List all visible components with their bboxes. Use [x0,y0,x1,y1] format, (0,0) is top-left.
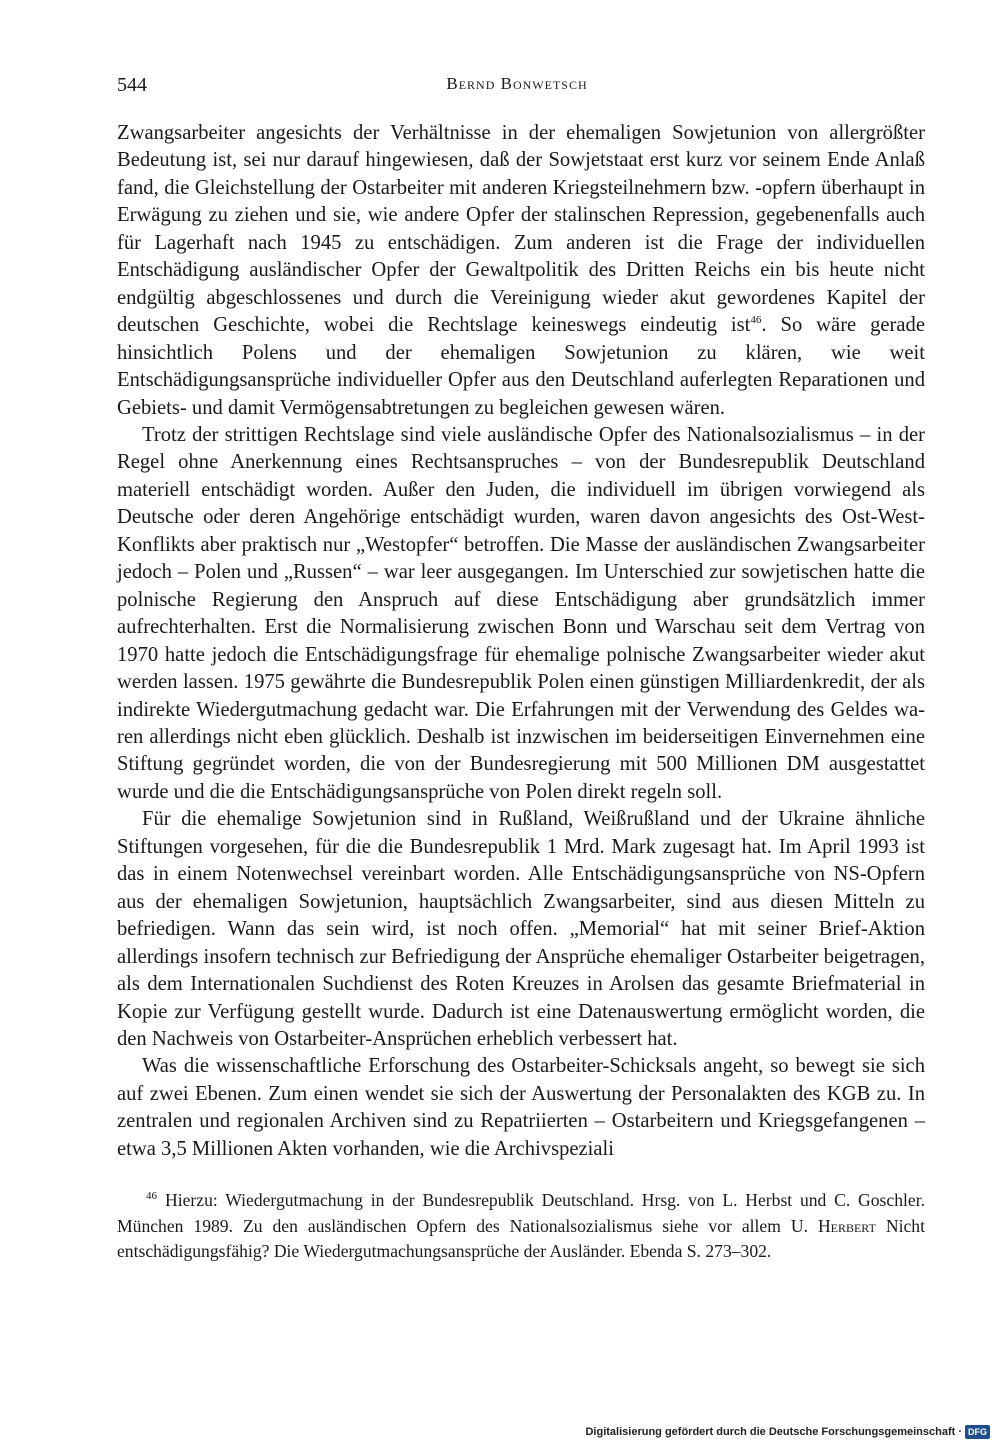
banner-text: Digitalisierung gefördert durch die Deutsche Forschungsgemeinschaft · [585,1426,962,1438]
footnote-reference: 46 [750,314,762,327]
page-number: 544 [117,74,147,96]
footnote-number: 46 [146,1190,157,1203]
running-head: Bernd Bonwetsch [446,74,588,93]
dfg-logo-icon: DFG [965,1425,990,1439]
footnote-text-1: Hierzu: Wiedergutmachung in der Bundesrepublik Deutschland. Hrsg. von L. Herbst und C. Goschler. München 1989. Zu den ausländischen Opfern des Nationalsozialismus siehe vor allem U. [117,1190,925,1236]
paragraph-1 [117,120,925,422]
page-header [117,74,917,104]
paragraph-3: Für die ehemalige Sowjetunion sind in Rußland, Weißrußland und der Ukraine ähnliche Stiftungen vorgesehen, für die die Bundesrepublik 1 Mrd. Mark zugesagt hat. Im April 1993 ist das in einem Notenwechsel vereinbart worden. Alle Entschädigungsansprüche von NS-Opfern aus der ehemaligen Sowjetunion, hauptsächlich Zwangsarbeiter, sind aus diesen Mitteln zu befriedigen. Wann das sein wird, ist noch offen. „Memorial“ hat mit seiner Brief-Aktion allerdings insofern technisch zur Befriedigung der Ansprüche ehemaliger Ostarbeiter beigetragen, als dem Internationalen Suchdienst des Roten Kreuzes in Arolsen das gesamte Briefmaterial in Kopie zur Verfügung gestellt wurde. Dadurch ist eine Datenauswertung ermöglicht worden, die den Nachweis von Ostarbeiter-Ansprüchen erheblich verbessert hat. [117,808,925,1050]
footnote-46 [117,1188,925,1265]
footnote-text-2: Nicht entschädigungsfähig? Die Wiedergutmachungsansprüche der Ausländer. Ebenda S. 273–302. [117,1215,925,1261]
footnote-author: Herbert [817,1215,876,1236]
paragraph-2: Trotz der strittigen Rechtslage sind viele ausländische Opfer des Nationalsozialismus – in der Regel ohne Anerkennung eines Rechtsanspruches – von der Bundesrepublik Deutschland materiell entschädigt worden. Außer den Juden, die individuell im übrigen vorwiegend als Deutsche oder deren Angehörige entschädigt wurden, waren davon angesichts des Ost-West-Konflikts aber praktisch nur „Westopfer“ betroffen. Die Masse der ausländischen Zwangsarbeiter jedoch – Polen und „Russen“ – war leer ausgegangen. Im Unterschied zur sowjetischen hatte die polnische Regierung den Anspruch auf diese Entschädigung aber grundsätzlich immer aufrechterhalten. Erst die Normalisierung zwischen Bonn und Warschau seit dem Vertrag von 1970 hatte jedoch die Entschädigungsfrage für ehemalige polnische Zwangsarbeiter wieder akut werden lassen. 1975 gewährte die Bundesrepublik Polen einen günstigen Milliardenkredit, der als indirekte Wiedergutmachung gedacht war. Die Erfahrungen mit der Verwendung des Geldes waren allerdings nicht eben glücklich. Deshalb ist inzwischen im beiderseitigen Einvernehmen eine Stiftung gegründet worden, die von der Bundesregierung mit 500 Millionen DM ausgestattet wurde und die die Entschädigungsansprüche von Polen direkt regeln soll. [117,423,925,803]
paragraph-4: Was die wissenschaftliche Erforschung des Ostarbeiter-Schicksals angeht, so bewegt sie sich auf zwei Ebenen. Zum einen wendet sie sich der Auswertung der Personalakten des KGB zu. In zentralen und regionalen Archiven sind zu Repatriierten – Ostarbeitern und Kriegsgefangenen – etwa 3,5 Millionen Akten vorhanden, wie die Archivspeziali [117,1055,925,1160]
footnotes [117,1188,925,1265]
digitization-banner [585,1425,990,1439]
paragraph-1-part-2: . So wäre gerade hinsichtlich Polens und der ehemaligen Sowjetunion zu klären, wie weit Entschädigungsansprüche individueller Opfer aus den Deutschland auferlegten Reparationen und Gebiets- und damit Vermögensabtretungen zu begleichen gewesen wären. [117,314,925,419]
paragraph-1-part-1: Zwangsarbeiter angesichts der Verhältnisse in der ehemaligen Sowjetunion von allergrößter Bedeutung ist, sei nur darauf hingewiesen, daß der Sowjetstaat erst kurz vor seinem Ende Anlaß fand, die Gleichstellung der Ostarbeiter mit anderen Kriegsteilnehmern bzw. -opfern überhaupt in Erwägung zu ziehen und sie, wie andere Opfer der stalinschen Repression, gegebenenfalls auch für Lagerhaft nach 1945 zu entschädigen. Zum anderen ist die Frage der individuellen Entschädigung ausländischer Opfer der Gewaltpolitik des Dritten Reichs ein bis heute nicht endgültig abgeschlossenes und durch die Vereinigung wieder akut gewordenes Kapitel der deutschen Geschichte, wobei die Rechtslage keineswegs eindeutig ist [117,122,925,337]
body-text [117,120,925,1163]
